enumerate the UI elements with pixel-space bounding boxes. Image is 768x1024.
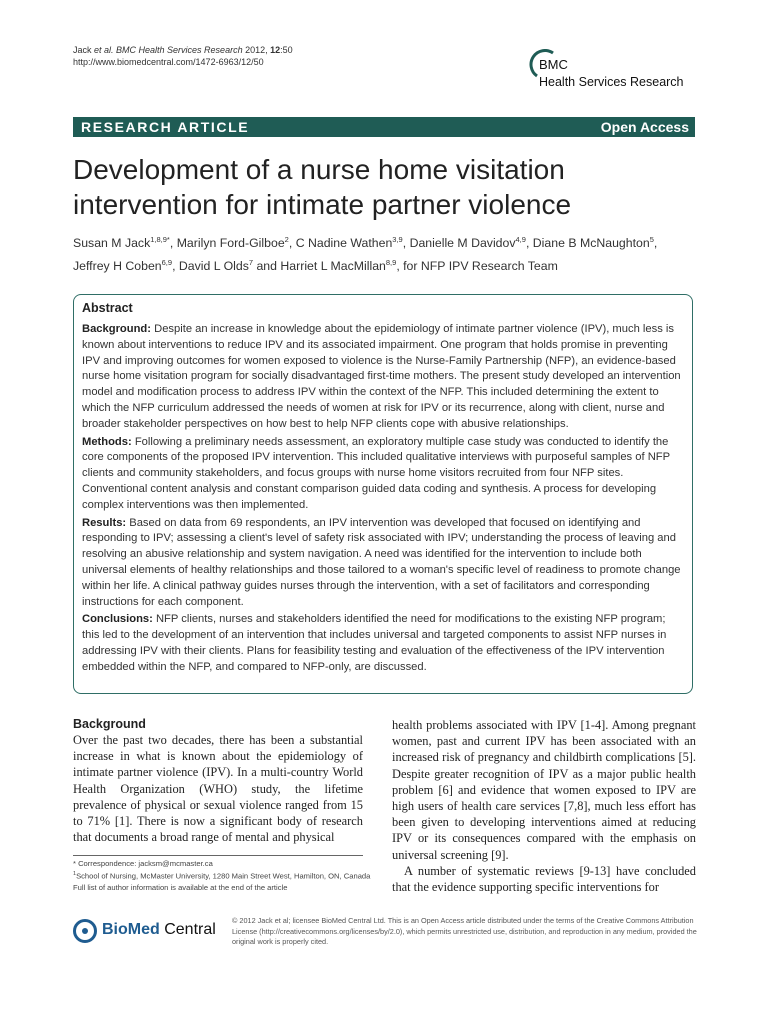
author[interactable] — [177, 236, 289, 250]
license-text: © 2012 Jack et al; licensee BioMed Central Ltd. This is an Open Access article distributed under the terms of the Creative Commons Attribution License (http://creativecommons.org/licenses/by/2.0), which permits unrestricted use, distribution, and reproduction in any medium, provided the original work is properly cited. — [232, 916, 697, 947]
citation-line — [73, 44, 293, 56]
author-affiliation: 8,9 — [385, 258, 397, 268]
author[interactable] — [410, 236, 526, 250]
author-name: Marilyn Ford-Gilboe — [176, 236, 285, 251]
author-affiliation: 7 — [248, 258, 254, 268]
author-info-note: Full list of author information is available at the end of the article — [73, 882, 288, 892]
abstract-results — [82, 516, 684, 611]
citation-year: 2012, — [242, 45, 271, 55]
author-name: Jeffrey H Coben — [73, 259, 162, 274]
body-column-left — [73, 717, 363, 845]
author[interactable] — [296, 236, 403, 250]
author-separator: , — [525, 236, 533, 251]
article-type-band — [73, 117, 695, 137]
open-access-label: Open Access — [600, 119, 689, 135]
abstract-section-label: Methods: — [82, 435, 132, 448]
author-affiliation: 4,9 — [515, 235, 526, 244]
abstract-heading: Abstract — [82, 301, 133, 315]
journal-logo-bmc: BMC — [539, 57, 568, 72]
author[interactable] — [73, 259, 172, 273]
author[interactable] — [280, 259, 396, 273]
author-separator: , — [169, 236, 177, 251]
citation-journal: et al. BMC Health Services Research — [94, 45, 243, 55]
publisher-name-rest: Central — [159, 921, 216, 938]
author-name: Susan M Jack — [73, 236, 151, 251]
footnote-divider — [73, 855, 363, 856]
abstract-section-text: Despite an increase in knowledge about the epidemiology of intimate partner violence (IPV), much less is known about interventions to reduce IPV and its associated impairment. One program that holds promise in preventing IPV and improving outcomes for women exposed to violence is the Nurse-Family Partnership (NFP), an evidence-based nurse home visitation program for socially disadvantaged first-time mothers. The present study developed an intervention model and modification process to address IPV within the context of the NFP. This included determining the extent to which the NFP curriculum addressed the needs of women at risk for IPV or its recurrence, along with client, nurse and broader stakeholder perspectives on how best to help NFP clients cope with abusive relationships. — [82, 323, 681, 430]
body-paragraph: Over the past two decades, there has been a substantial increase in what is known about the epidemiology of intimate partner violence (IPV). In a multi-country World Health Organization (WHO) study, the lifetime prevalence of physical or sexual violence ranged from 15 to 71% [1]. There is now a significant body of research that documents a broad range of mental and physical — [73, 733, 363, 845]
affiliation-text: School of Nursing, McMaster University, 1280 Main Street West, Hamilton, ON, Canada — [76, 871, 371, 881]
author-list — [73, 230, 703, 276]
author-name: Diane B McNaughton — [532, 236, 650, 251]
author-separator: and — [253, 259, 281, 274]
abstract-box — [73, 294, 693, 694]
author-affiliation: 2 — [284, 235, 289, 244]
author[interactable] — [533, 236, 654, 250]
author-separator: , — [402, 236, 410, 251]
author-separator: , — [288, 236, 296, 251]
citation-authors: Jack — [73, 45, 95, 55]
author-name: Danielle M Davidov — [409, 236, 516, 251]
author-affiliation: 5 — [649, 235, 654, 244]
publisher-name-bold: BioMed — [102, 921, 160, 938]
author-affiliation: 1,8,9* — [150, 235, 170, 244]
affiliation-note — [73, 869, 373, 882]
affiliation-mark: 1 — [73, 871, 77, 878]
section-heading-background: Background — [73, 717, 146, 731]
biomed-central-logo — [73, 918, 223, 948]
body-paragraph: health problems associated with IPV [1-4]. Among pregnant women, past and current IPV has been associated with an increased risk of pregnancy and childbirth complications [5]. Despite greater recognition of IPV as a major public health problem [6] and evidence that women exposed to IPV are high users of health care services [7,8], much less effort has been given to developing interventions aimed at reducing IPV or its consequences compared with the emphasis on universal screening [9]. — [392, 718, 696, 862]
article-url[interactable]: http://www.biomedcentral.com/1472-6963/12/50 — [73, 57, 264, 67]
author-name: Harriet L MacMillan — [280, 259, 386, 274]
abstract-section-text: NFP clients, nurses and stakeholders identified the need for modifications to the existing NFP program; this led to the development of an intervention that includes universal and targeted components to assist NFP nurses in addressing IPV with their clients. Plans for feasibility testing and evaluation of the effectiveness of the IPV intervention embedded within the NFP, and compared to NFP-only, are discussed. — [82, 613, 667, 673]
footnotes — [73, 858, 373, 893]
citation-header — [73, 44, 293, 68]
article-type-label: RESEARCH ARTICLE — [81, 119, 250, 135]
publisher-name — [102, 921, 216, 939]
article-title: Development of a nurse home visitation intervention for intimate partner violence — [73, 154, 572, 220]
abstract-section-label: Background: — [82, 323, 151, 335]
correspondence-note[interactable]: * Correspondence: jacksm@mcmaster.ca — [73, 859, 213, 868]
biomed-central-ring-icon — [73, 919, 97, 943]
journal-logo — [527, 49, 707, 99]
abstract-conclusions — [82, 612, 684, 675]
citation-volume: 12 — [270, 45, 281, 55]
author-name: C Nadine Wathen — [295, 236, 393, 251]
abstract-section-label: Conclusions: — [82, 613, 153, 626]
author-separator: , — [172, 259, 179, 274]
journal-logo-name: Health Services Research — [539, 75, 684, 89]
abstract-section-text: Following a preliminary needs assessment, an exploratory multiple case study was conducted to identify the core components of the proposed IPV intervention. This included qualitative interviews with purposeful samples of NFP clients and community stakeholders, and focus groups with nurse home visitors recruited from four NFP sites. Conventional content analysis and constant comparison guided data coding and synthesis. A process for developing complex interventions was then implemented. — [82, 435, 670, 511]
author[interactable] — [179, 259, 253, 273]
author[interactable] — [73, 236, 170, 250]
author-name: David L Olds — [178, 259, 249, 274]
abstract-background — [82, 322, 684, 433]
citation-article: :50 — [280, 45, 293, 55]
author-affiliation: 6,9 — [161, 258, 173, 268]
author-affiliation: 3,9 — [392, 235, 403, 244]
abstract-section-text: Based on data from 69 respondents, an IPV intervention was developed that focused on identifying and responding to IPV; assessing a client's level of safety risk associated with IPV; understanding the process of leaving and resolving an abusive relationship and system navigation. A need was identified for the intervention to include both universal elements of healthy relationships and those tailored to a woman's specific level of readiness to promote change within her life. A clinical pathway guides nurses through the intervention, with a set of facilitators and corresponding instructions for each component. — [82, 516, 681, 608]
author-separator: , — [653, 236, 658, 251]
abstract-methods — [82, 435, 684, 514]
body-paragraph: A number of systematic reviews [9-13] have concluded that the evidence supporting specific interventions for — [392, 863, 696, 895]
abstract-section-label: Results: — [82, 516, 127, 529]
body-column-right — [392, 717, 696, 895]
author-separator: , for NFP IPV Research Team — [396, 259, 558, 274]
